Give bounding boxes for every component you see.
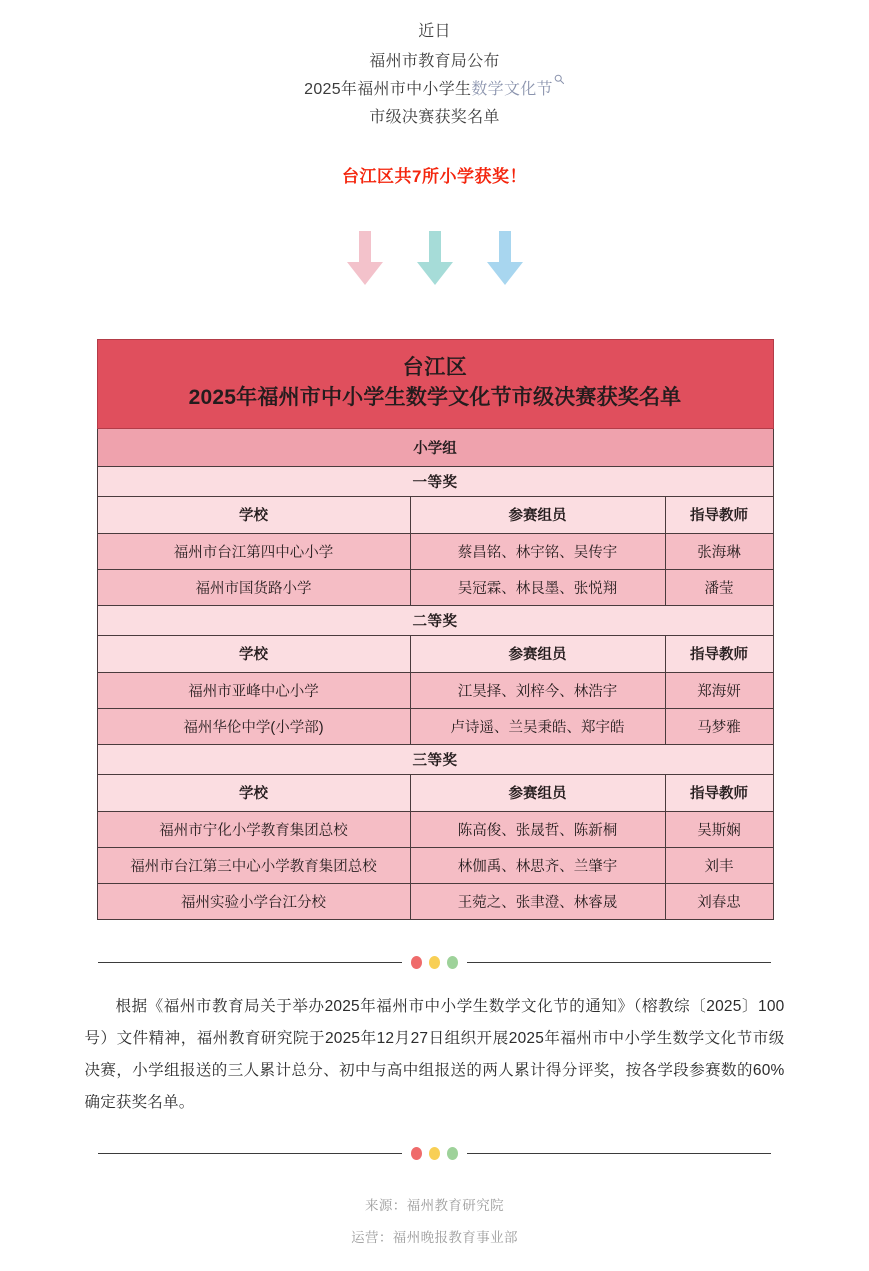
divider-dot-red [411,956,422,969]
award-table-body [97,340,773,920]
column-header-teacher: 指导教师 [665,774,773,811]
intro-line-4: 市级决赛获奖名单 [369,109,500,126]
cell-teacher: 吴斯娴 [665,811,773,847]
table-row [97,883,773,919]
arrow-row [0,229,869,287]
footer-operator: 运营：福州晚报教育事业部 [351,1229,518,1245]
column-header-school: 学校 [97,635,410,672]
column-header-row [97,635,773,672]
cell-members: 江昊择、刘梓今、林浩宇 [410,672,665,708]
column-header-members: 参赛组员 [410,496,665,533]
table-title-cell [97,340,773,429]
table-row [97,569,773,605]
cell-school: 福州市宁化小学教育集团总校 [97,811,410,847]
prize-label: 二等奖 [97,605,773,635]
column-header-school: 学校 [97,774,410,811]
intro-block [0,0,869,132]
dot-divider-bottom [97,1147,773,1160]
divider-dots [402,956,467,969]
cell-teacher: 刘春忠 [665,883,773,919]
prize-row [97,744,773,774]
divider-dots [402,1147,467,1160]
divider-dot-green [447,1147,458,1160]
divider-rule-right [467,1153,771,1154]
prize-row [97,605,773,635]
intro-line-1: 近日 [418,23,451,40]
cell-members: 吴冠霖、林艮墨、张悦翔 [410,569,665,605]
cell-school: 福州市亚峰中心小学 [97,672,410,708]
column-header-members: 参赛组员 [410,774,665,811]
footer-block [0,1190,869,1254]
table-row [97,708,773,744]
table-group-row [97,428,773,466]
table-row [97,672,773,708]
down-arrow-pink [343,229,387,287]
column-header-members: 参赛组员 [410,635,665,672]
divider-rule-left [98,1153,402,1154]
footer-source: 来源：福州教育研究院 [365,1197,504,1213]
column-header-school: 学校 [97,496,410,533]
cell-members: 陈高俊、张晟哲、陈新桐 [410,811,665,847]
prize-row [97,466,773,496]
divider-rule-left [98,962,402,963]
prize-label: 三等奖 [97,744,773,774]
cell-school: 福州市台江第四中心小学 [97,533,410,569]
intro-line-3 [0,76,869,104]
award-table [97,339,774,920]
cell-members: 林伽禹、林思齐、兰肇宇 [410,847,665,883]
down-arrow-blue [483,229,527,287]
divider-rule-right [467,962,771,963]
divider-dot-green [447,956,458,969]
table-title-line1: 台江区 [402,356,468,379]
cell-school: 福州市台江第三中心小学教育集团总校 [97,847,410,883]
table-row [97,847,773,883]
table-row [97,811,773,847]
column-header-row [97,496,773,533]
intro-line-3-prefix: 2025年福州市中小学生 [304,81,472,98]
intro-line-2: 福州市教育局公布 [369,53,500,70]
cell-members: 王菀之、张聿澄、林睿晟 [410,883,665,919]
cell-members: 蔡昌铭、林宇铭、吴传宇 [410,533,665,569]
table-title-row [97,340,773,429]
column-header-teacher: 指导教师 [665,496,773,533]
cell-school: 福州市国货路小学 [97,569,410,605]
divider-dot-yellow [429,956,440,969]
cell-school: 福州实验小学台江分校 [97,883,410,919]
body-paragraph: 根据《福州市教育局关于举办2025年福州市中小学生数学文化节的通知》（榕教综〔2025〕100号）文件精神，福州教育研究院于2025年12月27日组织开展2025年福州市中小学生数学文化节市级决赛，小学组报送的三人累计总分、初中与高中组报送的两人累计得分评奖，按各学段参赛数的60%确定获奖名单。 [84,997,785,1111]
prize-label: 一等奖 [97,466,773,496]
cell-teacher: 马梦雅 [665,708,773,744]
table-title-line2: 2025年福州市中小学生数学文化节市级决赛获奖名单 [188,385,682,409]
divider-dot-red [411,1147,422,1160]
down-arrow-teal [413,229,457,287]
column-header-row [97,774,773,811]
cell-members: 卢诗遥、兰吴秉皓、郑宇皓 [410,708,665,744]
column-header-teacher: 指导教师 [665,635,773,672]
highlight-text: 台江区共7所小学获奖！ [342,167,527,186]
cell-school: 福州华伦中学(小学部) [97,708,410,744]
dot-divider-top [97,956,773,969]
cell-teacher: 张海琳 [665,533,773,569]
search-icon[interactable] [554,74,565,85]
festival-term-link[interactable]: 数学文化节 [471,81,553,98]
award-table-wrapper [97,339,773,920]
cell-teacher: 潘莹 [665,569,773,605]
cell-teacher: 刘丰 [665,847,773,883]
cell-teacher: 郑海妍 [665,672,773,708]
table-row [97,533,773,569]
table-group-cell: 小学组 [97,428,773,466]
divider-dot-yellow [429,1147,440,1160]
